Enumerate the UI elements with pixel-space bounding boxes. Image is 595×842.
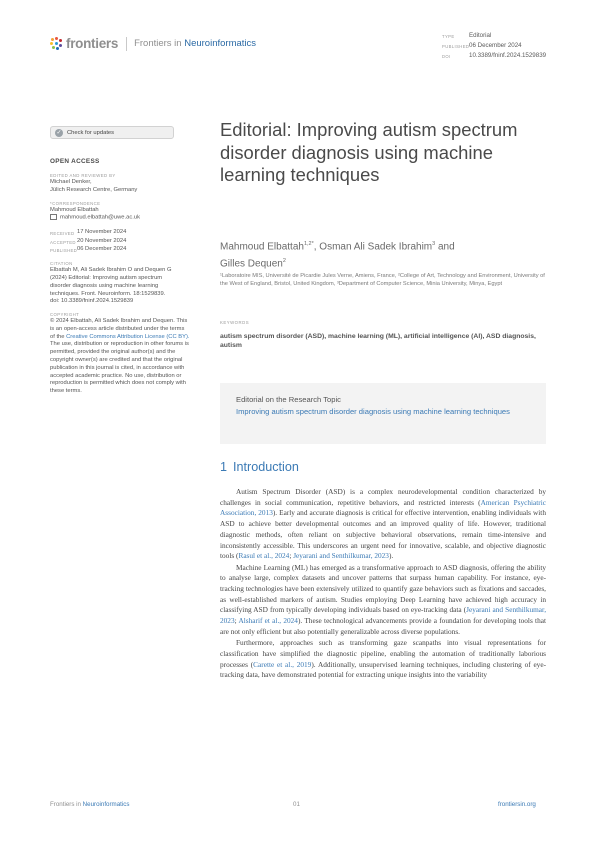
journal-name <box>134 38 256 49</box>
footer-journal-prefix: Frontiers in <box>50 801 83 808</box>
paragraph <box>220 638 546 681</box>
citation-line: disorder diagnosis using machine learning <box>50 282 159 289</box>
affiliations: ¹Laboratoire MIS, Université de Picardie Jules Verne, Amiens, France, ²College of Art, Technology and Environment, University of the West of England, Bristol, United Kingdom, ³Department of Computer Science, Minia University, Minya, Egypt <box>220 273 545 287</box>
citation-link[interactable]: Rasul et al., 2024 <box>238 551 290 561</box>
author-sup: 2 <box>282 258 286 265</box>
correspondence-name: Mahmoud Elbattah <box>50 206 99 213</box>
page-number: 01 <box>293 801 300 808</box>
copyright-line: © 2024 Elbattah, Ali Sadek Ibrahim and <box>50 318 152 325</box>
citation-line: Elbattah M, Ali Sadek Ibrahim O and Dequen G <box>50 267 172 274</box>
published-value-left: 06 December 2024 <box>77 246 127 253</box>
header-divider <box>126 37 127 51</box>
accepted-label: ACCEPTED <box>50 239 76 245</box>
open-access-label: OPEN ACCESS <box>50 158 100 165</box>
accepted-row <box>50 238 202 247</box>
edited-label: EDITED AND REVIEWED BY <box>50 173 116 178</box>
citation-line: techniques. Front. Neuroinform. 18:1529839. <box>50 290 166 297</box>
correspondence-email[interactable] <box>50 214 202 222</box>
author-name[interactable]: Mahmoud Elbattah <box>220 241 304 253</box>
email-icon <box>50 214 57 220</box>
article-info-sidebar <box>50 158 202 396</box>
paragraph <box>220 487 546 562</box>
text-run: Machine Learning (ML) has emerged as a transformative approach to ASD diagnosis, offering the ability to analyse large, complex datasets and uncover patterns that surpass human capability. For instance, eye-tracking technologies have been extensively utilized to quantify gaze behaviors such as fixations and saccades, as well-established markers of autism. Studies employing Deep Learning have achieved high accuracy in classifying ASD from typically developing individuals based on eye-tracking data ( <box>220 562 546 615</box>
email-text: mahmoud.elbattah@uwe.ac.uk <box>60 214 141 221</box>
research-topic-link[interactable]: Improving autism spectrum disorder diagnosis using machine learning techniques <box>236 407 510 416</box>
received-value: 17 November 2024 <box>77 228 127 235</box>
footer-journal-accent: Neuroinformatics <box>82 801 130 808</box>
editor-affiliation: Jülich Research Centre, Germany <box>50 186 138 193</box>
research-topic-label: Editorial on the Research Topic <box>236 395 341 404</box>
published-label-left: PUBLISHED <box>50 248 78 254</box>
frontiers-logo-icon <box>50 37 63 50</box>
copyright-rest: The use, distribution or reproduction in other forums is permitted, provided the original author(s) and the copyright owner(s) are credited and that the original publication in this journal is cited, in accordance with accepted academic practice. No use, distribution or reproduction is permitted which does not comply with these terms. <box>50 341 189 395</box>
copyright-line: Dequen. This is an open-access article <box>50 318 188 332</box>
footer-journal <box>50 801 129 808</box>
brand-name: frontiers <box>66 36 119 51</box>
accepted-value: 20 November 2024 <box>77 237 127 244</box>
citation-link[interactable]: Alsharif et al., 2024 <box>238 616 298 626</box>
doi-value[interactable]: 10.3389/fninf.2024.1529839 <box>469 52 547 59</box>
text-run: ; <box>234 616 239 626</box>
copyright-text <box>50 318 190 396</box>
editor-name: Michael Denker, <box>50 179 92 185</box>
author-sup: 1,2* <box>303 241 314 247</box>
author-sup: 3 <box>432 241 436 247</box>
received-row <box>50 229 202 238</box>
citation-link[interactable]: Jeyarani and Senthilkumar, 2023 <box>293 551 389 561</box>
section-title: Introduction <box>233 460 299 474</box>
refresh-icon: ✓ <box>56 129 62 136</box>
author-list <box>220 237 540 272</box>
citation-link[interactable]: American Psychiatric Association, 2013 <box>220 497 546 518</box>
citation-link[interactable]: Jeyarani and Senthilkumar, 2023 <box>220 605 547 626</box>
received-label: RECEIVED <box>50 230 75 236</box>
license-link[interactable]: Creative Commons Attribution License (CC BY). <box>66 333 190 340</box>
check-updates-label: Check for updates <box>67 129 115 136</box>
copyright-label: COPYRIGHT <box>50 312 80 318</box>
footer-site-link[interactable]: frontiersin.org <box>498 801 536 808</box>
citation-label: CITATION <box>50 261 73 267</box>
text-run: ; <box>289 551 294 561</box>
doi-label: DOI <box>442 54 451 59</box>
text-run: ). <box>388 551 394 561</box>
keywords: autism spectrum disorder (ASD), machine learning (ML), artificial intelligence (AI), ASD diagnosis, autism <box>220 333 536 350</box>
keywords-label: KEYWORDS <box>220 320 250 325</box>
published-label: PUBLISHED <box>442 44 470 49</box>
author-name[interactable]: , Osman Ali Sadek Ibrahim <box>313 241 433 253</box>
meta-type <box>442 31 546 41</box>
meta-doi <box>442 51 546 61</box>
text-run: ). These technological advancements provide a foundation for developing tools that are not only efficient but also potentially generalizable across diverse populations. <box>220 616 546 636</box>
published-row <box>50 246 202 255</box>
article-meta <box>442 31 546 61</box>
paragraph <box>220 563 546 638</box>
article-title: Editorial: Improving autism spectrum disorder diagnosis using machine learning techniques <box>220 119 518 185</box>
copyright-line: distributed under the terms of the <box>50 325 185 340</box>
citation-link[interactable]: Carette et al., 2019 <box>253 659 312 669</box>
published-value: 06 December 2024 <box>469 42 522 49</box>
research-topic-box <box>220 383 546 444</box>
check-for-updates-button[interactable] <box>50 126 174 139</box>
meta-published <box>442 41 546 51</box>
author-conjunction: and <box>435 241 455 253</box>
author-name[interactable]: Gilles Dequen <box>220 258 283 270</box>
journal-prefix: Frontiers in <box>134 38 185 49</box>
text-run: ). Additionally, unsupervised learning techniques, including clustering of eye-tracking data, have demonstrated potential for extracting unique insights into the variability <box>220 659 546 680</box>
citation-line: doi: 10.3389/fninf.2024.1529839 <box>50 298 134 305</box>
text-run: Furthermore, approaches such as transforming gaze scanpaths into visual representations for classification have simplified the diagnostic pipeline, enabling the automation of traditionally laborious processes ( <box>220 638 546 669</box>
section-heading <box>220 460 299 474</box>
correspondence-label: *CORRESPONDENCE <box>50 200 101 206</box>
journal-header <box>50 36 256 51</box>
citation-line: (2024) Editorial: Improving autism spectrum <box>50 274 163 281</box>
section-number: 1 <box>220 460 228 474</box>
journal-accent: Neuroinformatics <box>184 38 257 49</box>
type-value: Editorial <box>469 32 492 39</box>
text-run: Autism Spectrum Disorder (ASD) is a complex neurodevelopmental condition characterized by challenges in social communication, repetitive behaviors, and restricted interests ( <box>220 487 546 507</box>
body-text <box>220 487 546 681</box>
text-run: ). Early and accurate diagnosis is critical for effective intervention, enabling individuals with ASD to achieve better developmental outcomes and an improved quality of life. However, traditional diagnostic methods, often reliant on subjective behavioral observations, remain time-intensive and inconsistently accessible. This underscores an urgent need for innovative, scalable, and objective diagnostic tools ( <box>220 508 546 561</box>
type-label: TYPE <box>442 34 455 39</box>
